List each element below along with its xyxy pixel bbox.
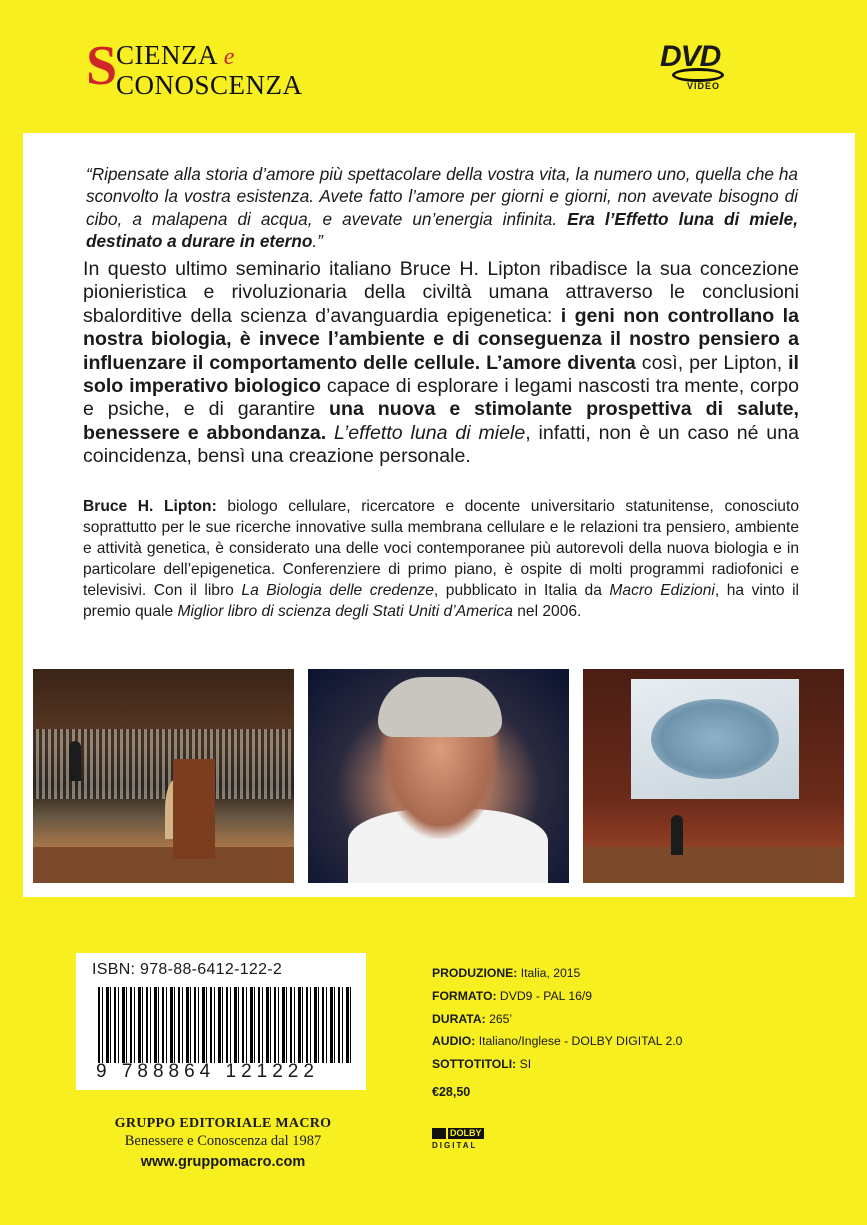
publisher-website: www.gruppomacro.com xyxy=(140,1154,306,1170)
logo-initial: S xyxy=(86,35,118,97)
photo-auditorium xyxy=(33,669,294,883)
price: €28,50 xyxy=(432,1085,471,1099)
logo-line-2: CONOSCENZA xyxy=(116,70,303,100)
disc-icon xyxy=(672,68,724,82)
spec-row: FORMATO: DVD9 - PAL 16/9 xyxy=(432,988,593,1003)
publisher-info xyxy=(70,1116,376,1170)
dolby-digital-logo: DOLBY DIGITAL xyxy=(432,1128,482,1150)
barcode-digits: 9 788864 121222 xyxy=(96,1061,319,1082)
spec-row: AUDIO: Italiano/Inglese - DOLBY DIGITAL 2.0 xyxy=(432,1034,683,1049)
logo-connector: e xyxy=(223,44,235,70)
specs-list xyxy=(432,962,682,1076)
barcode-label xyxy=(76,953,366,1090)
spec-row: SOTTOTITOLI: SI xyxy=(432,1057,532,1072)
publisher-name: GRUPPO EDITORIALE MACRO xyxy=(114,1116,332,1131)
dvd-sub: VIDEO xyxy=(687,81,721,91)
isbn-text: ISBN: 978-88-6412-122-2 xyxy=(92,961,283,978)
author-bio: Bruce H. Lipton: biologo cellulare, ricercatore e docente universitario statunitense, conosciuto soprattutto per le sue ricerche innovative sulla membrana cellulare e le relazioni tra pensiero, ambiente e attività genetica, è considerato una delle voci contemporanee più autorevoli della nuova biologia e in particolare dell’epigenetica. Conferenziere di primo piano, è ospite di molti programmi radiofonici e televisivi. Con il libro La Biologia delle credenze, pubblicato in Italia da Macro Edizioni, ha vinto il premio quale Miglior libro di scienza degli Stati Uniti d’America nel 2006. xyxy=(83,498,800,620)
photo-stage-screen xyxy=(583,669,844,883)
spec-row: PRODUZIONE: Italia, 2015 xyxy=(432,966,581,980)
dolby-icon xyxy=(432,1128,446,1139)
quote-text: “Ripensate alla storia d’amore più spettacolare della vostra vita, la numero uno, quella che ha sconvolto la vostra esistenza. Avete fatto l’amore per giorni e giorni, non avevate bisogno di cibo, a malapena di acqua, e avevate un’energia infinita. Era l’Effetto luna di miele, destinato a durare in eterno.” xyxy=(86,164,798,252)
description-text: In questo ultimo seminario italiano Bruce H. Lipton ribadisce la sua concezione pionieristica e rivoluzionaria della civiltà umana attraverso le conclusioni sbalorditive della scienza d’avanguardia epigenetica: i geni non controllano la nostra biologia, è invece l’ambiente e di conseguenza il nostro pensiero a influenzare il comportamento delle cellule. L’amore diventa così, per Lipton, il solo imperativo biologico capace di esplorare i legami nascosti tra mente, corpo e psiche, e di garantire una nuova e stimolante prospettiva di salute, benessere e abbondanza. L’effetto luna di miele, infatti, non è un caso né una coincidenza, bensì una creazione personale. xyxy=(83,258,800,468)
barcode xyxy=(98,987,353,1063)
spec-row: DURATA: 265’ xyxy=(432,1011,513,1026)
dvd-word: DVD xyxy=(660,40,721,73)
logo-line-1: CIENZA xyxy=(116,40,217,70)
publisher-slogan: Benessere e Conoscenza dal 1987 xyxy=(124,1133,322,1149)
photo-speaker-closeup xyxy=(308,669,569,883)
dvd-video-logo xyxy=(660,40,738,92)
